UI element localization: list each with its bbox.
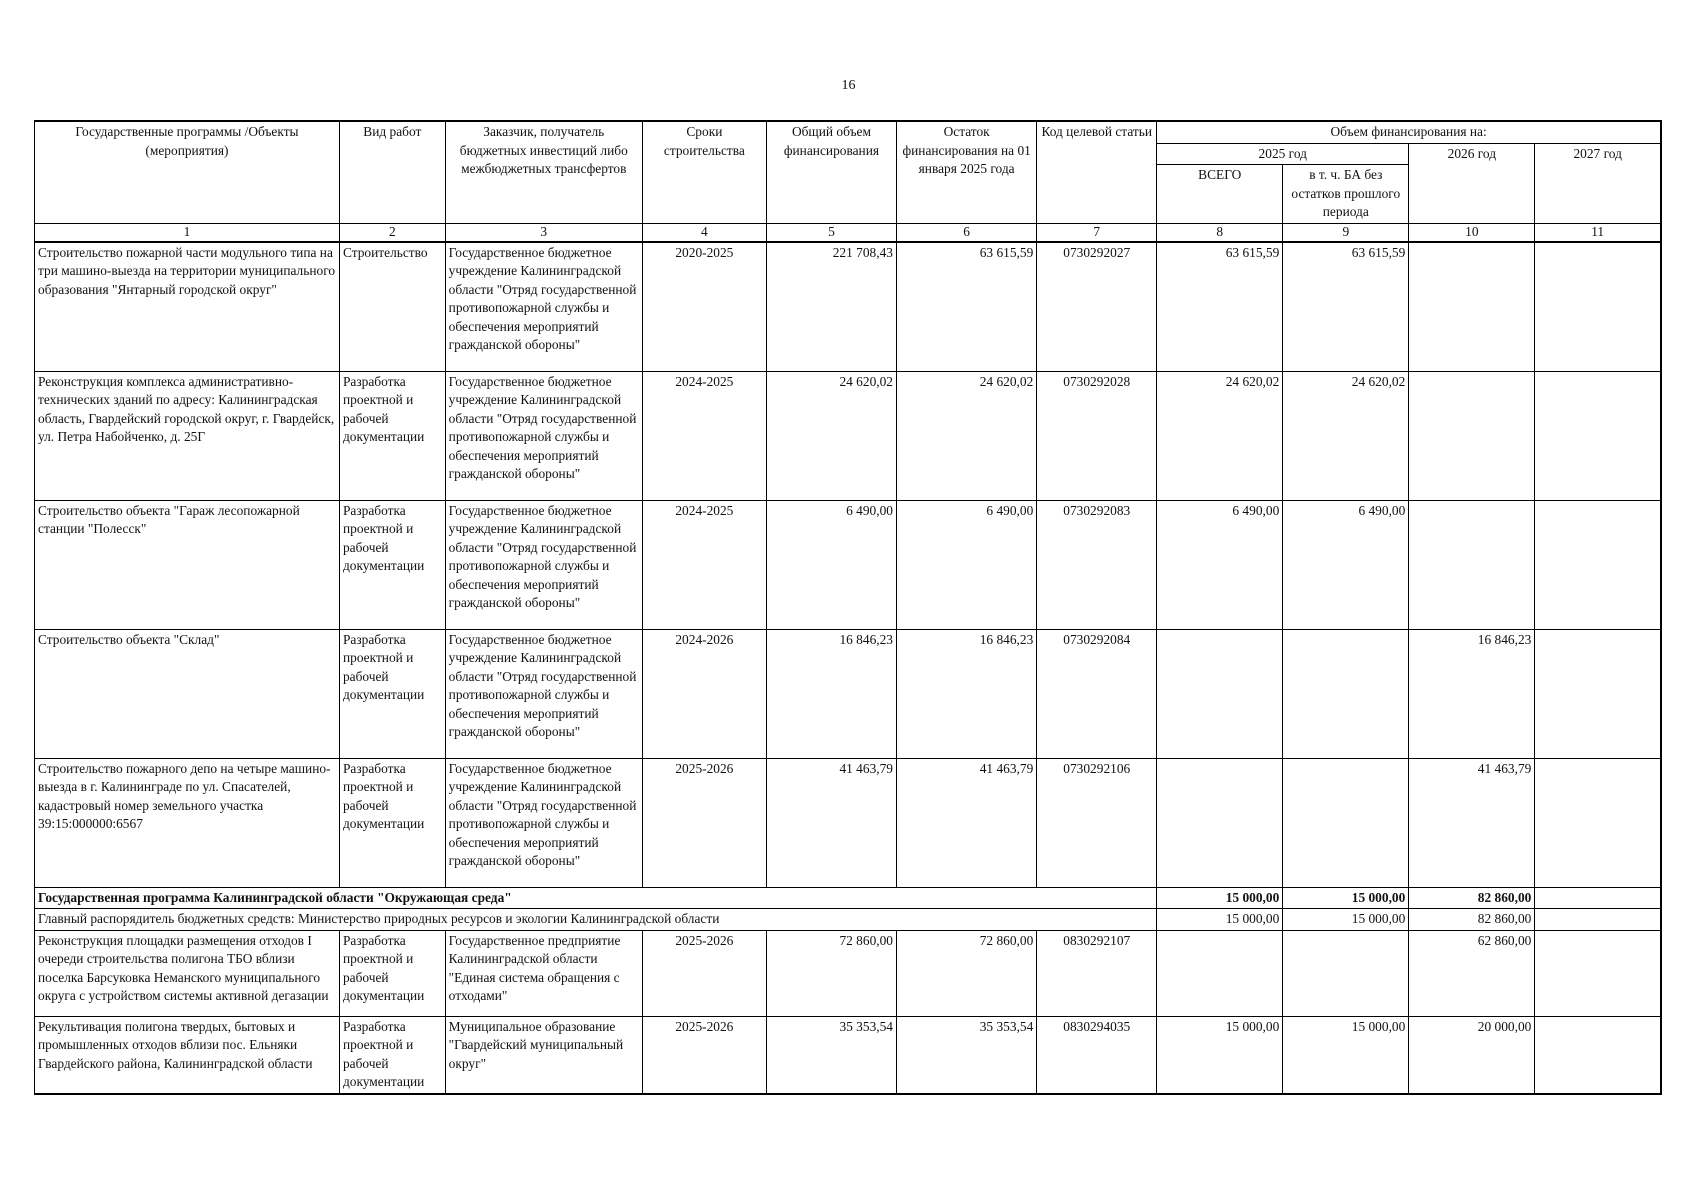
funding-2026 [1409, 500, 1535, 629]
funding-2025-ba: 63 615,59 [1283, 242, 1409, 372]
funding-2025-ba [1283, 930, 1409, 1016]
header-2025-ba: в т. ч. БА без остатков прошлого периода [1283, 165, 1409, 224]
column-number: 4 [642, 224, 766, 242]
column-number: 2 [339, 224, 445, 242]
manager-title: Главный распорядитель бюджетных средств: Министерство природных ресурсов и экологии Калининградской области [35, 909, 1157, 931]
header-2025-total: ВСЕГО [1157, 165, 1283, 224]
object-name: Реконструкция площадки размещения отходов I очереди строительства полигона ТБО вблизи поселка Барсуковка Неманского муниципального округа с устройством системы активной дегазации [35, 930, 340, 1016]
funding-2025-total [1157, 629, 1283, 758]
funding-2025-total: 15 000,00 [1157, 1016, 1283, 1094]
work-type: Разработка проектной и рабочей документации [339, 758, 445, 887]
funding-2025-total: 24 620,02 [1157, 371, 1283, 500]
funding-2025-total: 6 490,00 [1157, 500, 1283, 629]
remaining: 41 463,79 [897, 758, 1037, 887]
period: 2024-2025 [642, 500, 766, 629]
funding-2026 [1409, 242, 1535, 372]
funding-2025-total [1157, 930, 1283, 1016]
column-number: 9 [1283, 224, 1409, 242]
funding-2025-ba: 6 490,00 [1283, 500, 1409, 629]
funding-2026: 16 846,23 [1409, 629, 1535, 758]
header-2025: 2025 год [1157, 143, 1409, 165]
work-type: Разработка проектной и рабочей документации [339, 930, 445, 1016]
table-row [35, 629, 1662, 758]
target-code: 0830292107 [1037, 930, 1157, 1016]
table-row [35, 371, 1662, 500]
header-code: Код целевой статьи [1037, 121, 1157, 224]
object-name: Строительство объекта "Склад" [35, 629, 340, 758]
funding-2025-ba [1283, 758, 1409, 887]
total-funding: 72 860,00 [766, 930, 896, 1016]
total-funding: 6 490,00 [766, 500, 896, 629]
funding-2025-ba [1283, 629, 1409, 758]
table-row [35, 242, 1662, 372]
program-2025-ba: 15 000,00 [1283, 887, 1409, 909]
table-row [35, 758, 1662, 887]
total-funding: 16 846,23 [766, 629, 896, 758]
funding-2027 [1535, 930, 1661, 1016]
program-row [35, 887, 1662, 909]
object-name: Строительство объекта "Гараж лесопожарной станции "Полесск" [35, 500, 340, 629]
customer: Государственное бюджетное учреждение Калининградской области "Отряд государственной противопожарной службы и обеспечения мероприятий гражданской обороны" [445, 758, 642, 887]
funding-2025-total: 63 615,59 [1157, 242, 1283, 372]
header-work-type: Вид работ [339, 121, 445, 224]
target-code: 0730292106 [1037, 758, 1157, 887]
remaining: 72 860,00 [897, 930, 1037, 1016]
customer: Государственное бюджетное учреждение Калининградской области "Отряд государственной противопожарной службы и обеспечения мероприятий гражданской обороны" [445, 242, 642, 372]
target-code: 0730292027 [1037, 242, 1157, 372]
funding-2027 [1535, 371, 1661, 500]
remaining: 24 620,02 [897, 371, 1037, 500]
column-number: 5 [766, 224, 896, 242]
column-number: 8 [1157, 224, 1283, 242]
funding-2027 [1535, 500, 1661, 629]
target-code: 0730292028 [1037, 371, 1157, 500]
customer: Муниципальное образование "Гвардейский муниципальный округ" [445, 1016, 642, 1094]
funding-2026: 20 000,00 [1409, 1016, 1535, 1094]
period: 2025-2026 [642, 1016, 766, 1094]
manager-2027 [1535, 909, 1661, 931]
table-row [35, 1016, 1662, 1094]
object-name: Строительство пожарного депо на четыре машино-выезда в г. Калининграде по ул. Спасателей, кадастровый номер земельного участка 39:15:000000:6567 [35, 758, 340, 887]
page-number: 16 [841, 78, 856, 93]
funding-2026 [1409, 371, 1535, 500]
program-2026: 82 860,00 [1409, 887, 1535, 909]
customer: Государственное бюджетное учреждение Калининградской области "Отряд государственной противопожарной службы и обеспечения мероприятий гражданской обороны" [445, 500, 642, 629]
table-header [35, 121, 1662, 242]
program-2025-total: 15 000,00 [1157, 887, 1283, 909]
customer: Государственное бюджетное учреждение Калининградской области "Отряд государственной противопожарной службы и обеспечения мероприятий гражданской обороны" [445, 629, 642, 758]
period: 2025-2026 [642, 758, 766, 887]
remaining: 16 846,23 [897, 629, 1037, 758]
column-number: 7 [1037, 224, 1157, 242]
target-code: 0730292083 [1037, 500, 1157, 629]
object-name: Строительство пожарной части модульного типа на три машино-выезда на территории муниципального образования "Янтарный городской округ" [35, 242, 340, 372]
table-row [35, 930, 1662, 1016]
remaining: 63 615,59 [897, 242, 1037, 372]
header-programs: Государственные программы /Объекты (мероприятия) [35, 121, 340, 224]
header-2027: 2027 год [1535, 143, 1661, 224]
customer: Государственное предприятие Калининградской области "Единая система обращения с отходами" [445, 930, 642, 1016]
period: 2024-2025 [642, 371, 766, 500]
work-type: Разработка проектной и рабочей документации [339, 500, 445, 629]
funding-2025-ba: 24 620,02 [1283, 371, 1409, 500]
manager-2025-total: 15 000,00 [1157, 909, 1283, 931]
column-number: 3 [445, 224, 642, 242]
funding-2025-total [1157, 758, 1283, 887]
column-number: 11 [1535, 224, 1661, 242]
funding-2026: 41 463,79 [1409, 758, 1535, 887]
header-remaining: Остаток финансирования на 01 января 2025 года [897, 121, 1037, 224]
header-funding: Объем финансирования на: [1157, 121, 1661, 143]
header-customer: Заказчик, получатель бюджетных инвестиций либо межбюджетных трансфертов [445, 121, 642, 224]
total-funding: 35 353,54 [766, 1016, 896, 1094]
column-numbers-row [35, 224, 1662, 242]
manager-2026: 82 860,00 [1409, 909, 1535, 931]
manager-2025-ba: 15 000,00 [1283, 909, 1409, 931]
object-name: Реконструкция комплекса административно-технических зданий по адресу: Калининградская область, Гвардейский городской округ, г. Гвардейск, ул. Петра Набойченко, д. 25Г [35, 371, 340, 500]
target-code: 0830294035 [1037, 1016, 1157, 1094]
target-code: 0730292084 [1037, 629, 1157, 758]
period: 2025-2026 [642, 930, 766, 1016]
manager-row [35, 909, 1662, 931]
remaining: 6 490,00 [897, 500, 1037, 629]
total-funding: 41 463,79 [766, 758, 896, 887]
column-number: 1 [35, 224, 340, 242]
remaining: 35 353,54 [897, 1016, 1037, 1094]
funding-2025-ba: 15 000,00 [1283, 1016, 1409, 1094]
header-total-funding: Общий объем финансирования [766, 121, 896, 224]
program-title: Государственная программа Калининградской области "Окружающая среда" [35, 887, 1157, 909]
column-number: 10 [1409, 224, 1535, 242]
table-row [35, 500, 1662, 629]
column-number: 6 [897, 224, 1037, 242]
funding-2027 [1535, 1016, 1661, 1094]
work-type: Разработка проектной и рабочей документации [339, 1016, 445, 1094]
program-2027 [1535, 887, 1661, 909]
funding-2027 [1535, 629, 1661, 758]
funding-2027 [1535, 758, 1661, 887]
object-name: Рекультивация полигона твердых, бытовых и промышленных отходов вблизи пос. Ельняки Гвардейского района, Калининградской области [35, 1016, 340, 1094]
work-type: Строительство [339, 242, 445, 372]
header-period: Сроки строительства [642, 121, 766, 224]
total-funding: 24 620,02 [766, 371, 896, 500]
period: 2020-2025 [642, 242, 766, 372]
investment-table [34, 120, 1662, 1095]
customer: Государственное бюджетное учреждение Калининградской области "Отряд государственной противопожарной службы и обеспечения мероприятий гражданской обороны" [445, 371, 642, 500]
header-2026: 2026 год [1409, 143, 1535, 224]
funding-2027 [1535, 242, 1661, 372]
work-type: Разработка проектной и рабочей документации [339, 629, 445, 758]
period: 2024-2026 [642, 629, 766, 758]
work-type: Разработка проектной и рабочей документации [339, 371, 445, 500]
funding-2026: 62 860,00 [1409, 930, 1535, 1016]
total-funding: 221 708,43 [766, 242, 896, 372]
